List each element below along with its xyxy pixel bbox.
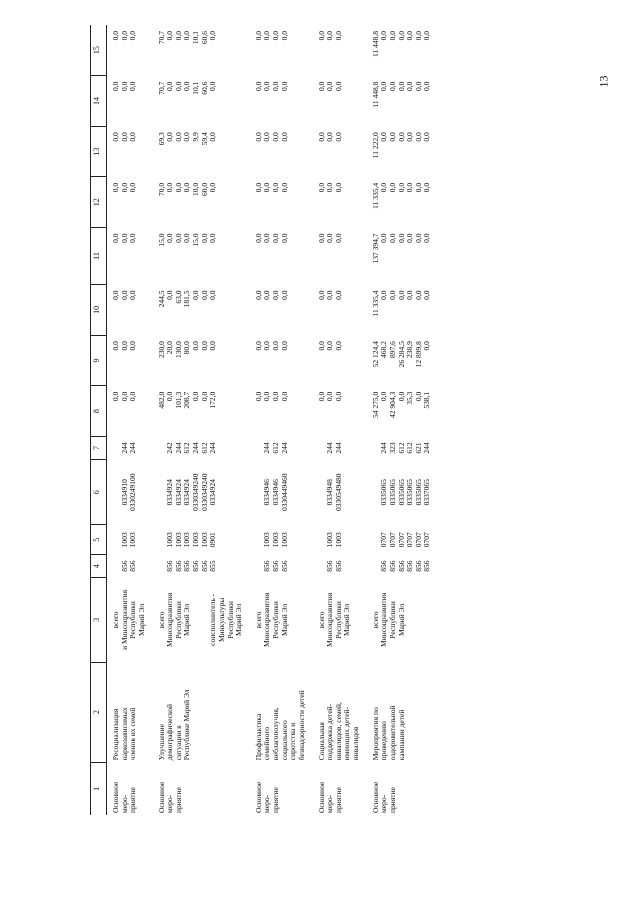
value-cell: 11 335,4 0,0 0,0 0,0 0,0 0,0 0,0: [370, 290, 432, 317]
activity-name: Профилактика семейного неблагополучия, социального сиротства и безнадзорности детей: [253, 690, 306, 761]
value-cell: 0,0 0,0 0,0: [316, 233, 343, 243]
column-header: 9: [91, 335, 107, 386]
value-cell: 11 335,4 0,0 0,0 0,0 0,0 0,0 0,0: [370, 182, 432, 209]
column-header: 3: [91, 578, 107, 662]
value-cell: 70,0 0,0 0,0 0,0 10,0 60,0 0,0: [156, 182, 218, 197]
activity-name: Ресоциализация наркозависимых членов их семей: [111, 707, 138, 761]
value-cell: 0,0 0,0 0,0: [316, 391, 343, 402]
section-code: 1003 1003: [325, 532, 343, 548]
value-cell: 244,5 0,0 63,0 181,5 0,0 0,0 0,0: [156, 290, 218, 308]
value-cell: 0,0 0,0 0,0: [316, 132, 343, 142]
expense-type-code: 244 244: [325, 442, 343, 454]
grbs-code: 856 856 856: [262, 560, 289, 572]
row-type: Основное меро- приятие: [370, 781, 397, 813]
column-header: 10: [91, 285, 107, 336]
row-type: Основное меро- приятие: [111, 781, 138, 813]
table-row: [250, 25, 313, 815]
row-type: Основное меро- приятие: [316, 781, 343, 813]
value-cell: 0,0 0,0 0,0: [316, 182, 343, 193]
target-article-code: 0334910 0330249100: [119, 473, 138, 512]
value-cell: 54 275,0 0,0 42 904,3 0,0 35,3 0,0 538,1: [370, 391, 432, 418]
value-cell: 11 448,8 0,0 0,0 0,0 0,0 0,0 0,0: [370, 81, 432, 108]
value-cell: 0,0 0,0 0,0 0,0: [253, 341, 289, 351]
grbs-code: 856 856 856 856 856 855: [165, 560, 218, 572]
responsible-executor: всего Минсоцразвития Республики Марий Эл: [253, 592, 289, 647]
value-cell: 230,0 20,0 130,0 80,0 0,0 0,0 0,0: [156, 341, 218, 358]
value-cell: 70,7 0,0 0,0 0,0 10,1 60,6 0,0: [156, 81, 218, 95]
page-number: 13: [596, 75, 611, 88]
target-article-code: 0334946 0334946 0330449460: [262, 473, 289, 512]
column-header: 11: [91, 228, 107, 285]
activity-name: Социальная поддержка детей- инвалидов, семей, имеющих детей- инвалидов: [316, 702, 360, 761]
column-header: 2: [91, 662, 107, 762]
value-cell: 0,0 0,0 0,0: [316, 31, 343, 41]
column-header: 13: [91, 126, 107, 177]
expense-type-code: 244 323 612 612 621 244: [379, 442, 432, 454]
column-header: 12: [91, 177, 107, 228]
value-cell: 0,0 0,0 0,0 0,0: [253, 391, 289, 402]
table-row: [107, 25, 153, 815]
value-cell: 482,0 0,0 101,3 208,7 0,0 0,0 172,0: [156, 391, 218, 409]
value-cell: 11 222,0 0,0 0,0 0,0 0,0 0,0 0,0: [370, 132, 432, 159]
value-cell: 0,0 0,0 0,0: [111, 31, 138, 41]
grbs-code: 856 856: [325, 560, 343, 572]
value-cell: 0,0 0,0 0,0: [111, 132, 138, 142]
grbs-code: 856 856 856 856 856 856: [379, 560, 432, 572]
value-cell: 0,0 0,0 0,0 0,0: [253, 81, 289, 92]
table-row: [153, 25, 250, 815]
section-code: 1003 1003 1003 1003 1003 0901: [165, 532, 218, 548]
value-cell: 0,0 0,0 0,0 0,0: [253, 233, 289, 243]
value-cell: 0,0 0,0 0,0: [316, 81, 343, 92]
value-cell: 0,0 0,0 0,0: [111, 341, 138, 351]
value-cell: 0,0 0,0 0,0: [111, 391, 138, 402]
target-article-code: 0334924 0334924 0334924 0330349240 0330349240 0334924: [165, 473, 218, 512]
value-cell: 0,0 0,0 0,0 0,0: [253, 132, 289, 142]
responsible-executor: всего Минсоцразвития Республики Марий Эл: [316, 592, 352, 647]
value-cell: 70,7 0,0 0,0 0,0 10,1 60,6 0,0: [156, 31, 218, 45]
value-cell: 15,0 0,0 0,0 0,0 15,0 0,0 0,0: [156, 233, 218, 247]
value-cell: 137 394,7 0,0 0,0 0,0 0,0 0,0 0,0: [370, 233, 432, 264]
responsible-executor: всего Минсоцразвития Республики Марий Эл соисполнитель - Минкультуры Республики Марий Эл: [156, 592, 244, 647]
section-code: 1003 1003 1003: [262, 532, 289, 548]
column-header: 14: [91, 76, 107, 127]
grbs-code: 856 856: [119, 560, 138, 572]
value-cell: 69,3 0,0 0,0 0,0 9,9 59,4 0,0: [156, 132, 218, 146]
activity-name: Улучшение демографической ситуации в Республике Марий Эл: [156, 689, 192, 761]
target-article-code: 0334948 0330549480: [325, 473, 343, 512]
rotated-table-area: [90, 25, 620, 815]
section-code: 1003 1003: [119, 532, 138, 548]
header-row: [91, 25, 107, 815]
value-cell: 0,0 0,0 0,0: [316, 290, 343, 300]
column-header: 5: [91, 525, 107, 555]
expense-type-code: 244 244: [119, 442, 138, 454]
value-cell: 0,0 0,0 0,0: [111, 290, 138, 300]
value-cell: 0,0 0,0 0,0: [111, 233, 138, 243]
value-cell: 11 448,8 0,0 0,0 0,0 0,0 0,0 0,0: [370, 31, 432, 57]
table-row: [367, 25, 438, 815]
value-cell: 0,0 0,0 0,0 0,0: [253, 290, 289, 300]
value-cell: 0,0 0,0 0,0: [111, 81, 138, 92]
column-header: 7: [91, 436, 107, 459]
column-header: 6: [91, 460, 107, 525]
row-type: Основное меро- приятие: [253, 781, 280, 813]
value-cell: 52 124,4 468,2 897,6 26 284,5 238,9 12 899,8 0,0: [370, 341, 432, 368]
activity-name: Мероприятия по проведению оздоровительной кампании детей: [370, 705, 406, 761]
responsible-executor: всего и Минсоцразвития Республики Марий Эл: [111, 589, 146, 650]
value-cell: 0,0 0,0 0,0: [316, 341, 343, 351]
row-type: Основное меро- приятие: [156, 781, 183, 813]
column-header: 8: [91, 386, 107, 437]
value-cell: 0,0 0,0 0,0 0,0: [253, 182, 289, 193]
column-header: 1: [91, 762, 107, 815]
section-code: 0707 0707 0707 0707 0707 0707: [379, 532, 432, 548]
column-header: 15: [91, 25, 107, 76]
expense-type-code: 242 244 612 244 612 244: [165, 442, 218, 454]
responsible-executor: всего Минсоцразвития Республики Марий Эл: [370, 592, 406, 647]
value-cell: 0,0 0,0 0,0: [111, 182, 138, 193]
expense-type-code: 244 612 244: [262, 442, 289, 454]
table-row: [313, 25, 367, 815]
budget-table: [90, 25, 438, 815]
target-article-code: 0335065 0335065 0335065 0335065 0335065 0337065: [379, 479, 432, 506]
column-header: 4: [91, 555, 107, 578]
value-cell: 0,0 0,0 0,0 0,0: [253, 31, 289, 41]
